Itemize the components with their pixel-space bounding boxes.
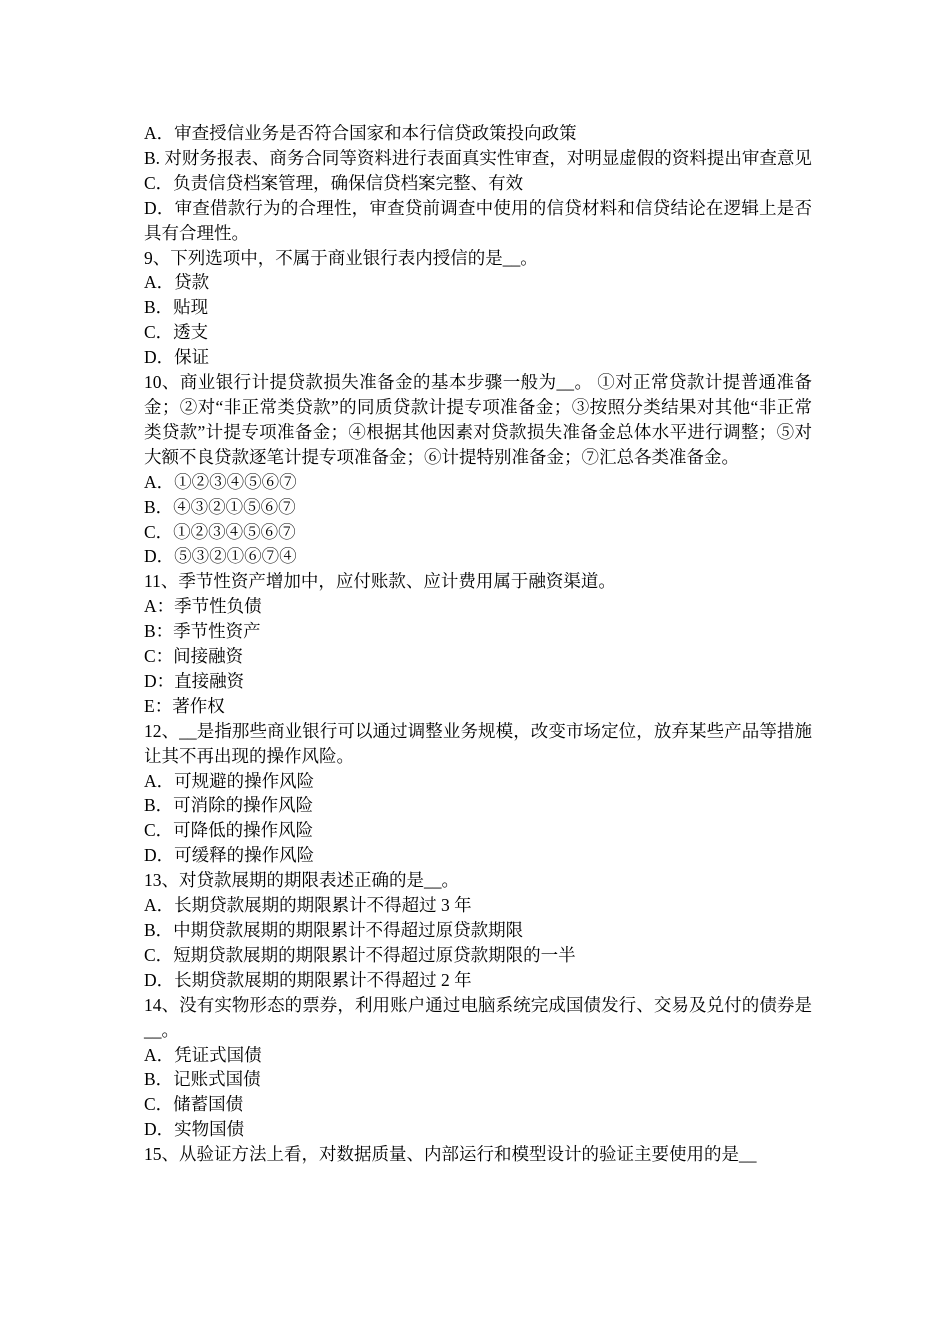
q13-option-c: C．短期贷款展期的期限累计不得超过原贷款期限的一半	[144, 944, 576, 965]
q14-option-a: A．凭证式国债	[144, 1044, 262, 1065]
question-9: 9、下列选项中，不属于商业银行表内授信的是__。	[144, 247, 538, 268]
q13-option-a: A．长期贷款展期的期限累计不得超过 3 年	[144, 895, 472, 916]
q13-option-b: B．中期贷款展期的期限累计不得超过原贷款期限	[144, 920, 524, 940]
q12-option-c: C．可降低的操作风险	[144, 820, 314, 841]
q9-option-b: B．贴现	[144, 297, 209, 318]
question-12: 12、__是指那些商业银行可以通过调整业务规模，改变市场定位，放弃某些产品等措施让其不再出现的操作风险。	[144, 720, 812, 766]
q12-option-b: B．可消除的操作风险	[144, 795, 314, 816]
q14-option-d: D．实物国债	[144, 1119, 245, 1140]
q12-option-d: D．可缓释的操作风险	[144, 845, 315, 866]
question-14: 14、没有实物形态的票券，利用账户通过电脑系统完成国债发行、交易及兑付的债券是__。	[144, 994, 812, 1040]
q11-option-e: E：著作权	[144, 695, 225, 716]
question-10: 10、商业银行计提贷款损失准备金的基本步骤一般为__。 ①对正常贷款计提普通准备金；②对“非正常类贷款”的同质贷款计提专项准备金；③按照分类结果对其他“非正常类贷款”计提专项准备金；④根据其他因素对贷款损失准备金总体水平进行调整；⑤对大额不良贷款逐笔计提专项准备金；⑥计提特别准备金；⑦汇总各类准备金。	[144, 372, 812, 467]
q10-option-b: B．④③②①⑤⑥⑦	[144, 496, 296, 517]
document-body	[144, 121, 812, 1167]
option-c-archive-management: C．负责信贷档案管理，确保信贷档案完整、有效	[144, 172, 524, 193]
q9-option-d: D．保证	[144, 347, 210, 368]
q10-option-c: C．①②③④⑤⑥⑦	[144, 521, 296, 542]
q11-option-a: A：季节性负债	[144, 596, 262, 617]
q14-option-c: C．储蓄国债	[144, 1094, 244, 1115]
q9-option-a: A．贷款	[144, 272, 210, 293]
question-11: 11、季节性资产增加中，应付账款、应计费用属于融资渠道。	[144, 571, 616, 592]
q9-option-c: C．透支	[144, 322, 209, 343]
q12-option-a: A．可规避的操作风险	[144, 770, 315, 791]
question-15: 15、从验证方法上看，对数据质量、内部运行和模型设计的验证主要使用的是__	[144, 1144, 757, 1165]
q13-option-d: D．长期贷款展期的期限累计不得超过 2 年	[144, 969, 472, 990]
question-13: 13、对贷款展期的期限表述正确的是__。	[144, 870, 459, 891]
q11-option-c: C：间接融资	[144, 646, 244, 667]
q14-option-b: B．记账式国债	[144, 1069, 261, 1090]
q10-option-d: D．⑤③②①⑥⑦④	[144, 546, 297, 567]
q11-option-b: B：季节性资产	[144, 621, 261, 642]
q10-option-a: A．①②③④⑤⑥⑦	[144, 471, 297, 492]
option-d-review-rationality: D．审查借款行为的合理性，审查贷前调查中使用的信贷材料和信贷结论在逻辑上是否具有合理性。	[144, 197, 812, 243]
option-b-review-materials: B. 对财务报表、商务合同等资料进行表面真实性审查，对明显虚假的资料提出审查意见	[144, 147, 812, 168]
option-a-review-policy: A．审查授信业务是否符合国家和本行信贷政策投向政策	[144, 123, 577, 143]
q11-option-d: D：直接融资	[144, 670, 245, 691]
